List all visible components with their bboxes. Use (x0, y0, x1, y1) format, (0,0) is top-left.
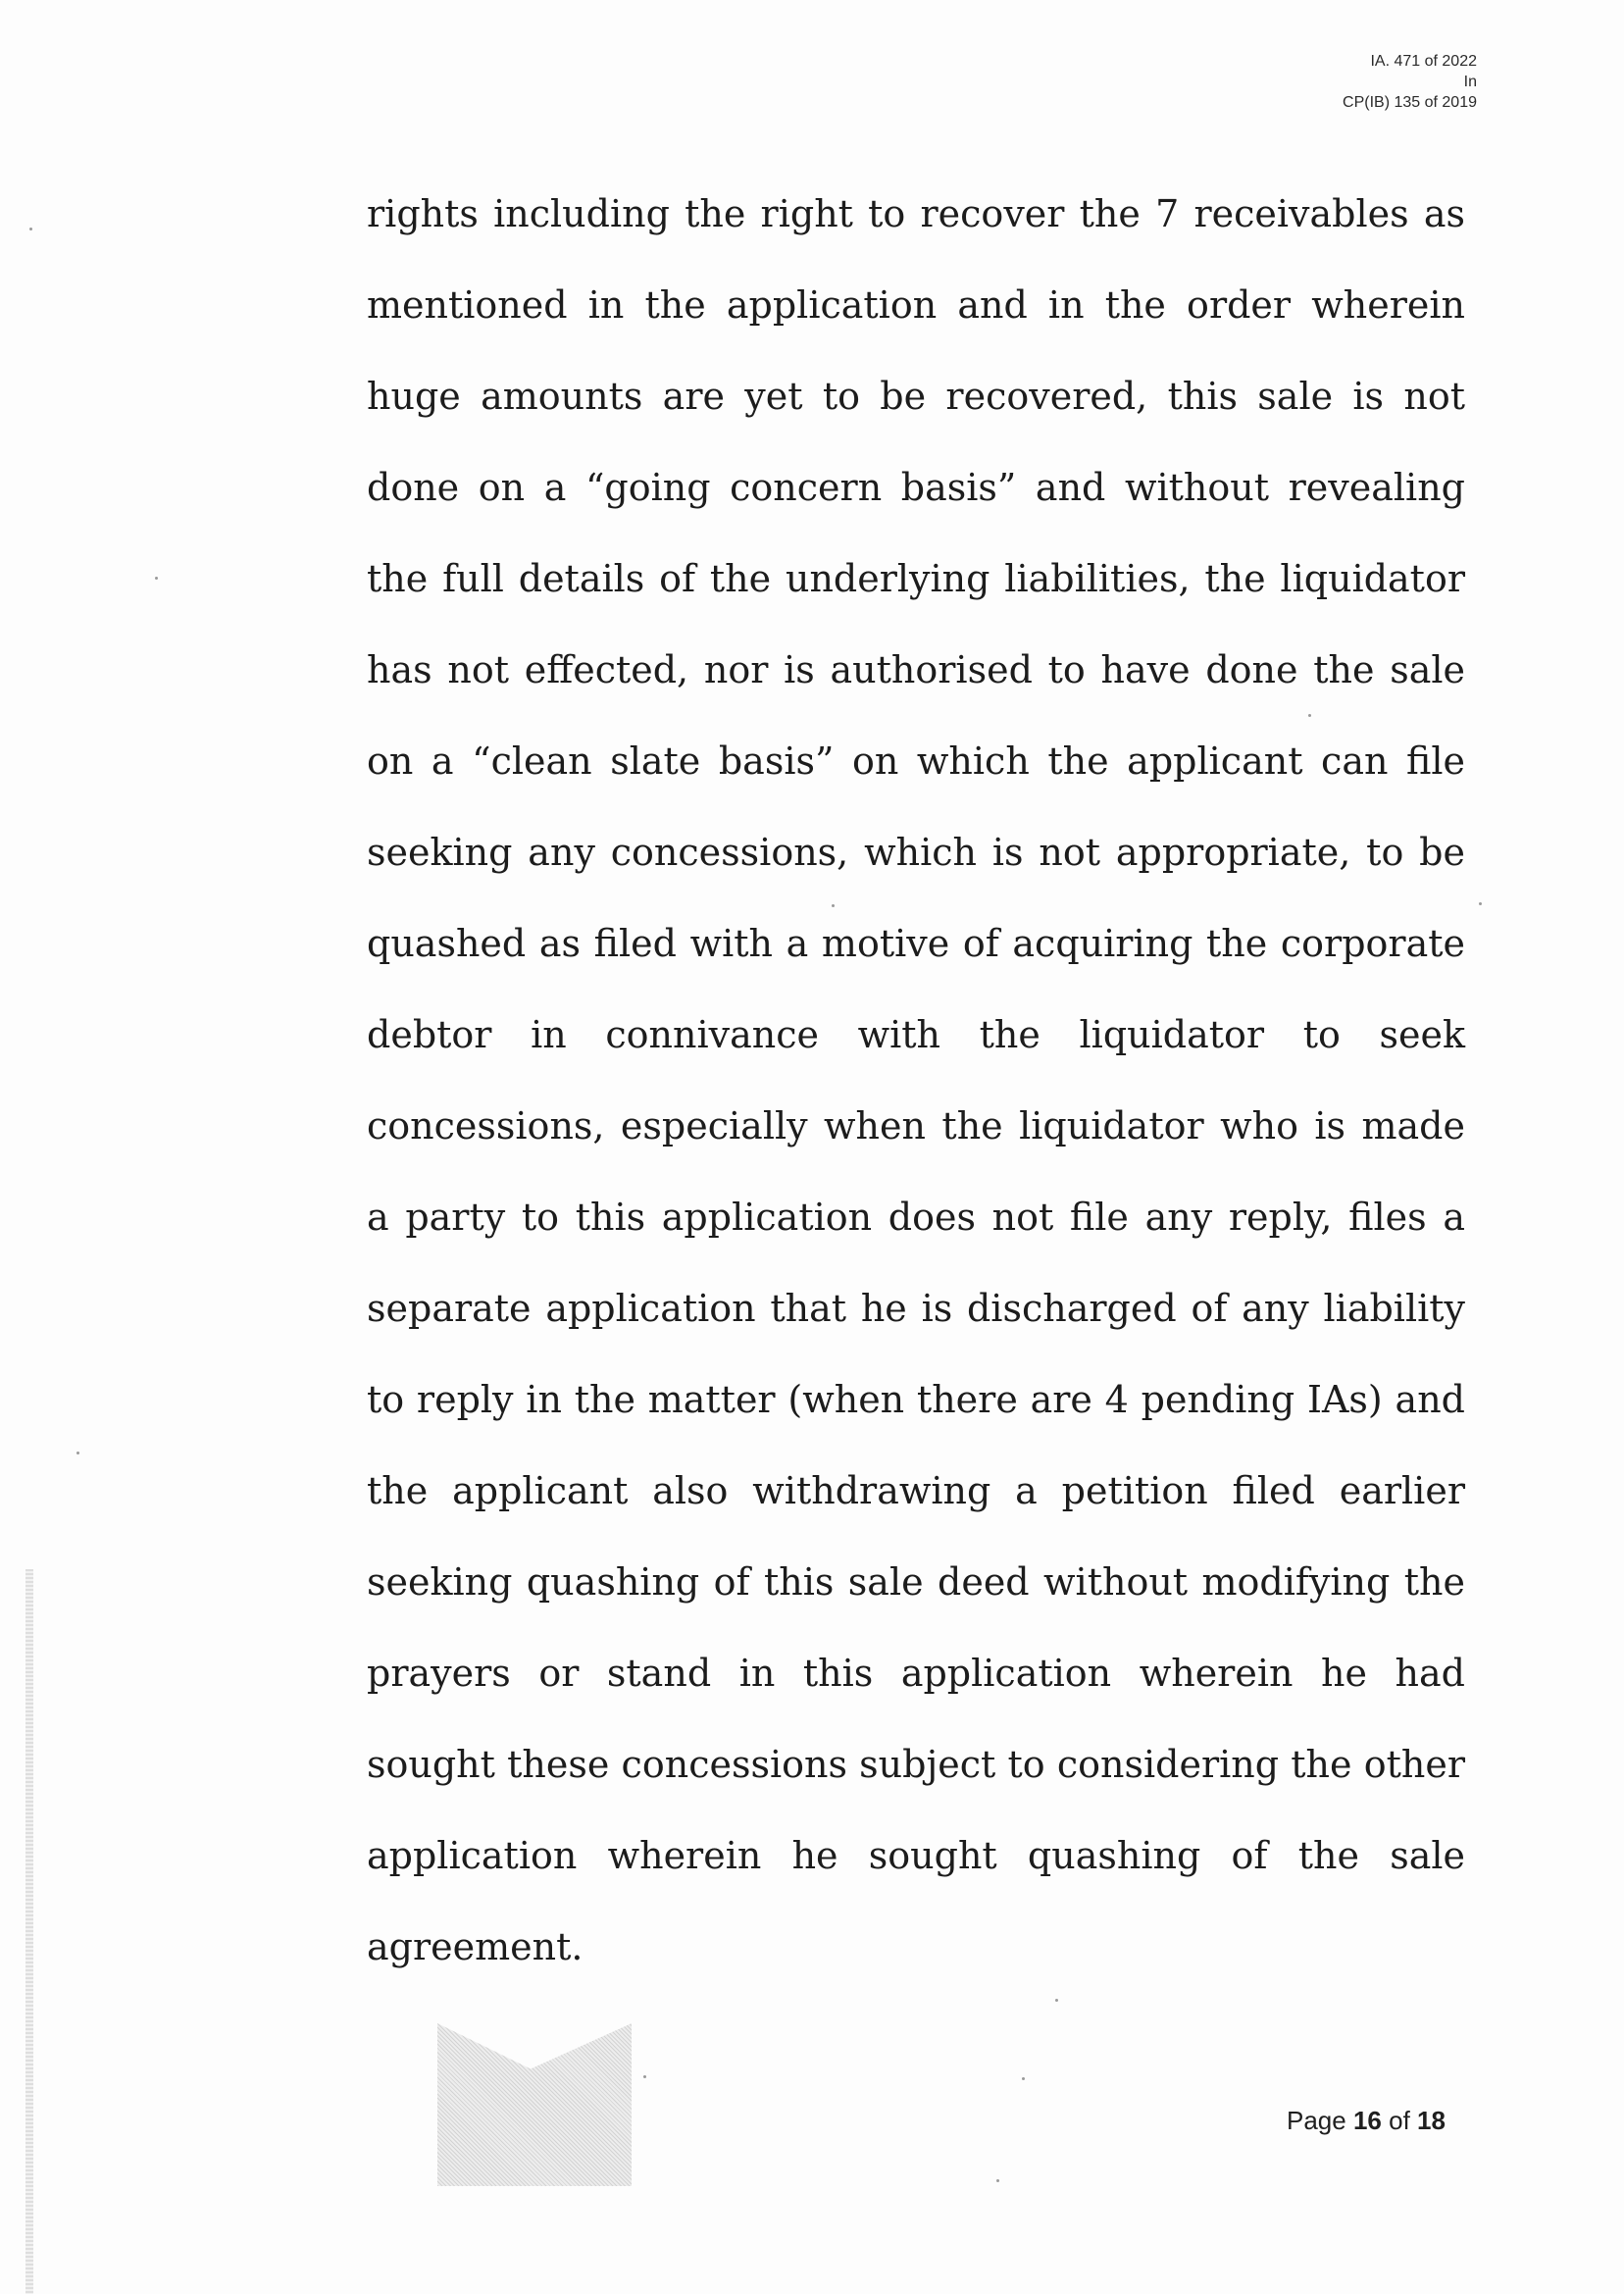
scan-speck (76, 1452, 79, 1454)
page-number (1287, 2106, 1446, 2136)
redacted-stamp (437, 2023, 632, 2186)
body-line: the full details of the underlying liabilities, the liquidator (367, 557, 1465, 600)
scan-speck (1022, 2077, 1025, 2080)
page-number-total: 18 (1417, 2106, 1446, 2135)
body-line: a party to this application does not file any reply, files a (367, 1196, 1465, 1239)
body-line: to reply in the matter (when there are 4 pending IAs) and (367, 1378, 1465, 1421)
body-line: the applicant also withdrawing a petition filed earlier (367, 1469, 1465, 1512)
page-number-label: Page (1287, 2106, 1346, 2135)
body-line: rights including the right to recover the 7 receivables as (367, 192, 1465, 235)
body-line: quashed as filed with a motive of acquiring the corporate (367, 922, 1465, 965)
body-line: seeking quashing of this sale deed without modifying the (367, 1560, 1465, 1604)
case-ref-line-3: CP(IB) 135 of 2019 (1343, 94, 1477, 111)
body-line: prayers or stand in this application wherein he had (367, 1652, 1465, 1695)
scan-speck (832, 904, 835, 907)
case-reference (1343, 51, 1477, 113)
body-paragraph (367, 169, 1465, 1993)
body-line: mentioned in the application and in the order wherein (367, 283, 1465, 327)
case-ref-line-1: IA. 471 of 2022 (1370, 53, 1477, 70)
scan-edge (25, 1569, 33, 2294)
body-line: on a “clean slate basis” on which the applicant can file (367, 739, 1465, 783)
body-line: debtor in connivance with the liquidator to seek (367, 1013, 1465, 1056)
body-line: done on a “going concern basis” and without revealing (367, 466, 1465, 509)
body-line: agreement. (367, 1925, 584, 1968)
body-line: sought these concessions subject to considering the other (367, 1743, 1465, 1786)
body-line: concessions, especially when the liquidator who is made (367, 1104, 1465, 1147)
page-number-current: 16 (1352, 2106, 1382, 2135)
scan-speck (29, 228, 32, 230)
body-line: separate application that he is discharged of any liability (367, 1287, 1465, 1330)
case-ref-line-2: In (1463, 74, 1477, 90)
scan-speck (155, 577, 158, 580)
body-line: huge amounts are yet to be recovered, this sale is not (367, 375, 1465, 418)
scan-speck (1479, 902, 1482, 905)
body-line: seeking any concessions, which is not appropriate, to be (367, 831, 1465, 874)
page-number-of: of (1389, 2106, 1410, 2135)
scan-speck (1055, 1999, 1058, 2002)
body-line: has not effected, nor is authorised to have done the sale (367, 648, 1465, 691)
scan-speck (996, 2179, 999, 2182)
body-line: application wherein he sought quashing of the sale (367, 1834, 1465, 1877)
scan-speck (1308, 714, 1311, 717)
scan-speck (643, 2075, 646, 2078)
